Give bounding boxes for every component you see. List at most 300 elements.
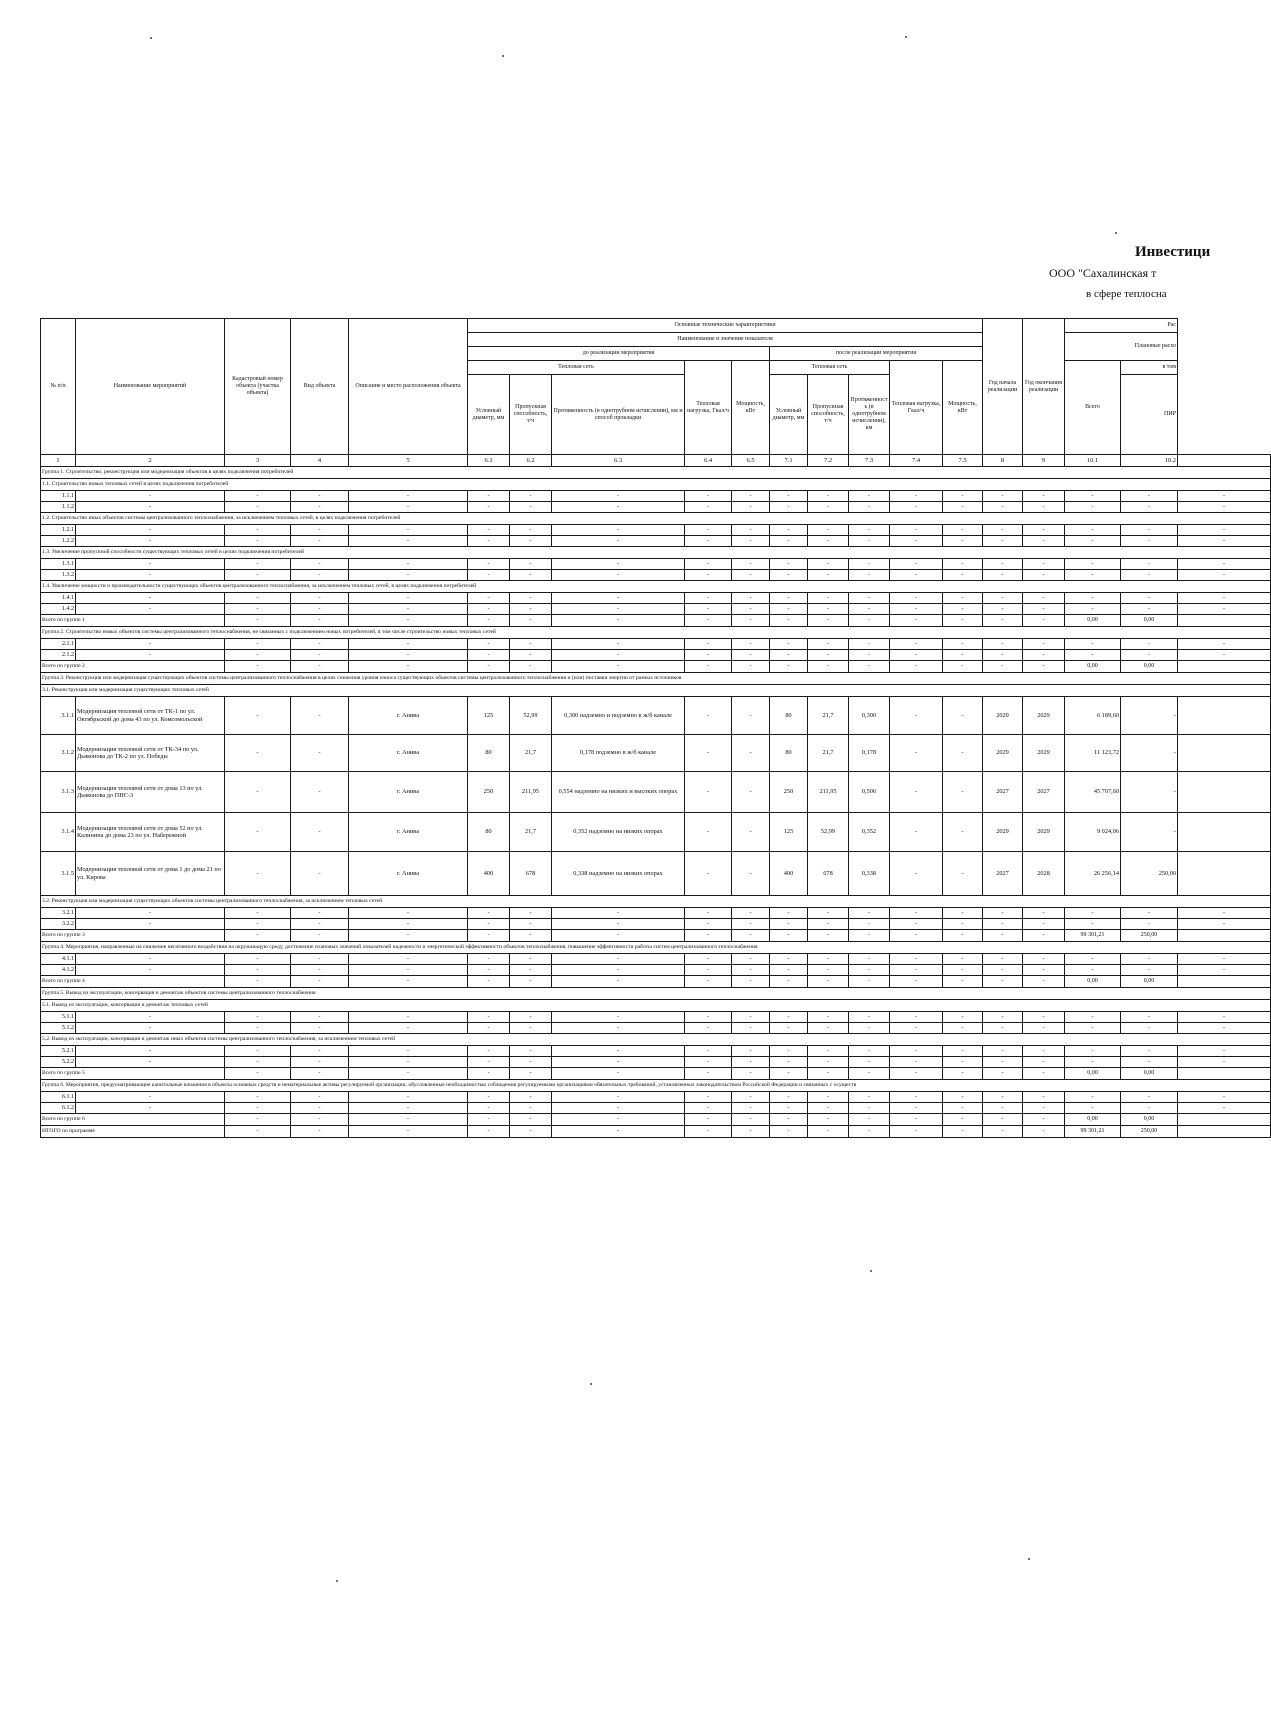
empty-cell: - <box>1178 908 1271 919</box>
empty-cell: - <box>890 502 943 513</box>
empty-cell: - <box>732 965 770 976</box>
empty-cell: - <box>225 1012 291 1023</box>
diameter-before: 80 <box>468 813 510 852</box>
empty-cell: - <box>770 502 808 513</box>
empty-cell: - <box>983 1126 1023 1138</box>
empty-cell: - <box>890 1046 943 1057</box>
total-cost: 11 123,72 <box>1065 735 1121 772</box>
empty-cell: - <box>849 1114 890 1126</box>
empty-cell: - <box>1121 570 1178 581</box>
empty-cell: - <box>468 908 510 919</box>
empty-cell: - <box>225 661 291 673</box>
empty-cell: - <box>1065 1103 1121 1114</box>
object-location: г. Анива <box>349 697 468 735</box>
empty-cell: - <box>225 1103 291 1114</box>
empty-cell: - <box>1065 919 1121 930</box>
empty-cell: - <box>890 1092 943 1103</box>
group-header-row <box>41 627 1271 639</box>
header-capacity-before: Пропускная способность, т/ч <box>510 375 552 455</box>
year-start: 2027 <box>983 772 1023 813</box>
scan-speck <box>150 37 152 39</box>
group-total-row <box>41 976 1271 988</box>
empty-cell: - <box>1121 559 1178 570</box>
empty-cell: - <box>1023 491 1065 502</box>
empty-cell: - <box>291 1046 349 1057</box>
empty-cell: - <box>943 491 983 502</box>
empty-cell: - <box>849 491 890 502</box>
section-header-row <box>41 896 1271 908</box>
project-row <box>41 697 1271 735</box>
empty-cell: - <box>808 954 849 965</box>
empty-cell: - <box>552 491 685 502</box>
empty-cell: - <box>349 1057 468 1068</box>
empty-cell: - <box>685 559 732 570</box>
empty-cell: - <box>1023 1023 1065 1034</box>
blank-cell <box>1178 930 1271 942</box>
project-name: Модернизация тепловой сети от дома 13 по ул. Дьяконова до ПНС-3 <box>76 772 225 813</box>
empty-cell: - <box>349 1023 468 1034</box>
empty-cell: - <box>1023 930 1065 942</box>
row-code: 2.1.2 <box>41 650 76 661</box>
header-cadastral: Кадастровый номер объекта (участка объекта) <box>225 319 291 455</box>
empty-cell: - <box>552 930 685 942</box>
empty-cell: - <box>510 639 552 650</box>
project-code: 3.1.1 <box>41 697 76 735</box>
length-before: 0,338 надземно на низких опорах <box>552 852 685 896</box>
empty-cell: - <box>983 919 1023 930</box>
empty-cell: - <box>468 1068 510 1080</box>
empty-cell: - <box>552 965 685 976</box>
empty-cell: - <box>808 536 849 547</box>
empty-cell: - <box>732 525 770 536</box>
table-row <box>41 604 1271 615</box>
empty-cell: - <box>983 502 1023 513</box>
empty-cell: - <box>685 1012 732 1023</box>
cadastral-number: - <box>225 735 291 772</box>
empty-cell: - <box>983 1114 1023 1126</box>
section-title: 3.2. Реконструкция или модернизация существующих объектов системы централизованного теплоснабжения, за исключением тепловых сетей <box>41 896 1271 908</box>
empty-cell: - <box>349 1114 468 1126</box>
empty-cell: - <box>983 1046 1023 1057</box>
scan-speck <box>336 1580 338 1582</box>
empty-cell: - <box>890 919 943 930</box>
object-location: г. Анива <box>349 813 468 852</box>
empty-cell: - <box>1023 976 1065 988</box>
empty-cell: - <box>468 954 510 965</box>
empty-cell: - <box>225 570 291 581</box>
empty-cell: - <box>732 1103 770 1114</box>
total-label: Всего по группе 6 <box>41 1114 225 1126</box>
header-description: Описание и место расположения объекта <box>349 319 468 455</box>
empty-cell: - <box>225 1057 291 1068</box>
header-year-start: Год начала реализации <box>983 319 1023 455</box>
empty-cell: - <box>349 1068 468 1080</box>
colnum: 6.2 <box>510 455 552 467</box>
power-before: - <box>732 852 770 896</box>
empty-cell: - <box>770 1092 808 1103</box>
empty-cell: - <box>890 615 943 627</box>
empty-cell: - <box>890 650 943 661</box>
empty-cell: - <box>849 1126 890 1138</box>
empty-cell: - <box>732 536 770 547</box>
blank-cell <box>1178 813 1271 852</box>
blank-cell <box>1178 1126 1271 1138</box>
empty-cell: - <box>1065 491 1121 502</box>
investment-program-table <box>40 318 1271 1138</box>
total-cost: 0,00 <box>1065 1114 1121 1126</box>
project-code: 3.1.2 <box>41 735 76 772</box>
empty-cell: - <box>291 491 349 502</box>
empty-cell: - <box>291 650 349 661</box>
colnum: 4 <box>291 455 349 467</box>
section-header-row <box>41 1034 1271 1046</box>
capacity-before: 678 <box>510 852 552 896</box>
empty-cell: - <box>468 536 510 547</box>
empty-cell: - <box>983 1057 1023 1068</box>
empty-cell: - <box>983 639 1023 650</box>
empty-cell: - <box>349 908 468 919</box>
colnum: 10.2 <box>1121 455 1178 467</box>
empty-cell: - <box>685 1046 732 1057</box>
empty-cell: - <box>468 559 510 570</box>
empty-cell: - <box>1121 1103 1178 1114</box>
section-title: 1.4. Увеличение мощности и производительности существующих объектов централизованного теплоснабжения, за исключением тепловых сетей, в целях подключения потребителей <box>41 581 1271 593</box>
empty-cell: - <box>468 1103 510 1114</box>
empty-cell: - <box>510 604 552 615</box>
empty-cell: - <box>849 930 890 942</box>
empty-cell: - <box>510 965 552 976</box>
project-row <box>41 772 1271 813</box>
empty-cell: - <box>349 650 468 661</box>
load-before: - <box>685 772 732 813</box>
empty-cell: - <box>849 1057 890 1068</box>
empty-cell: - <box>468 976 510 988</box>
empty-cell: - <box>468 930 510 942</box>
section-title: Группа 4. Мероприятия, направленные на снижение негативного воздействия на окружающую среду, достижение плановых значений показателей надежности и энергетической эффективности объектов теплоснабжения, повышение эффективности работы систем централизованного теплоснабжения <box>41 942 1271 954</box>
row-code: 1.4.2 <box>41 604 76 615</box>
length-after: 0,506 <box>849 772 890 813</box>
year-start: 2029 <box>983 813 1023 852</box>
colnum: 7.1 <box>770 455 808 467</box>
empty-cell: - <box>225 1092 291 1103</box>
load-after: - <box>890 813 943 852</box>
empty-cell: - <box>890 930 943 942</box>
empty-cell: - <box>1065 502 1121 513</box>
table-row <box>41 1103 1271 1114</box>
empty-cell: - <box>1065 570 1121 581</box>
empty-cell: - <box>510 502 552 513</box>
total-cost: 26 256,14 <box>1065 852 1121 896</box>
empty-cell: - <box>849 965 890 976</box>
total-pir: 250,00 <box>1121 1126 1178 1138</box>
load-after: - <box>890 772 943 813</box>
total-pir: 0,00 <box>1121 1068 1178 1080</box>
row-code: 1.1.1 <box>41 491 76 502</box>
section-title: Группа 3. Реконструкция или модернизация существующих объектов системы централизованного теплоснабжения в целях снижения уровня износа существующих объектов системы централизованного теплоснабжения и (или) поставки энергии от разных источников <box>41 673 1271 685</box>
header-costs: Рас <box>1065 319 1178 333</box>
empty-cell: - <box>1023 604 1065 615</box>
empty-cell: - <box>1121 502 1178 513</box>
empty-cell: - <box>849 536 890 547</box>
empty-cell: - <box>685 525 732 536</box>
empty-cell: - <box>1178 1103 1271 1114</box>
empty-cell: - <box>1121 1023 1178 1034</box>
pir-cost: - <box>1121 735 1178 772</box>
group-header-row <box>41 942 1271 954</box>
empty-cell: - <box>732 639 770 650</box>
empty-cell: - <box>849 570 890 581</box>
empty-cell: - <box>1023 661 1065 673</box>
empty-cell: - <box>943 604 983 615</box>
load-before: - <box>685 813 732 852</box>
capacity-before: 21,7 <box>510 813 552 852</box>
empty-cell: - <box>225 908 291 919</box>
empty-cell: - <box>291 639 349 650</box>
empty-cell: - <box>983 908 1023 919</box>
empty-cell: - <box>943 1103 983 1114</box>
empty-cell: - <box>552 1023 685 1034</box>
empty-cell: - <box>225 491 291 502</box>
empty-cell: - <box>291 615 349 627</box>
empty-cell: - <box>808 1057 849 1068</box>
header-load-after: Тепловая нагрузка, Гкал/ч <box>890 361 943 455</box>
empty-cell: - <box>983 604 1023 615</box>
colnum: 2 <box>76 455 225 467</box>
capacity-after: 21,7 <box>808 697 849 735</box>
empty-cell: - <box>468 639 510 650</box>
colnum: 7.4 <box>890 455 943 467</box>
empty-cell: - <box>510 1046 552 1057</box>
empty-cell: - <box>225 976 291 988</box>
empty-cell: - <box>349 930 468 942</box>
empty-cell: - <box>1178 650 1271 661</box>
empty-cell: - <box>1023 1126 1065 1138</box>
empty-cell: - <box>685 930 732 942</box>
power-before: - <box>732 735 770 772</box>
total-cost: 0,00 <box>1065 976 1121 988</box>
empty-cell: - <box>291 919 349 930</box>
load-after: - <box>890 735 943 772</box>
object-kind: - <box>291 735 349 772</box>
empty-cell: - <box>76 1057 225 1068</box>
empty-cell: - <box>770 615 808 627</box>
power-after: - <box>943 735 983 772</box>
empty-cell: - <box>76 525 225 536</box>
empty-cell: - <box>225 1114 291 1126</box>
empty-cell: - <box>468 650 510 661</box>
length-before: 0,554 надземно на низких и высоких опорах <box>552 772 685 813</box>
empty-cell: - <box>225 930 291 942</box>
project-name: Модернизация тепловой сети от ТК-34 по ул. Дьяконова до ТК-2 по ул. Победы <box>76 735 225 772</box>
empty-cell: - <box>770 570 808 581</box>
cadastral-number: - <box>225 697 291 735</box>
empty-cell: - <box>1121 965 1178 976</box>
empty-cell: - <box>1121 1012 1178 1023</box>
empty-cell: - <box>943 1126 983 1138</box>
empty-cell: - <box>1023 615 1065 627</box>
header-pir: ПИР <box>1121 375 1178 455</box>
empty-cell: - <box>732 615 770 627</box>
empty-cell: - <box>349 615 468 627</box>
empty-cell: - <box>770 536 808 547</box>
section-title: Группа 1. Строительство, реконструкция или модернизация объектов в целях подключения потребителей <box>41 467 1271 479</box>
total-label: ИТОГО по программе <box>41 1126 225 1138</box>
colnum: 3 <box>225 455 291 467</box>
empty-cell: - <box>732 661 770 673</box>
table-row <box>41 908 1271 919</box>
blank-cell <box>1178 1114 1271 1126</box>
empty-cell: - <box>510 661 552 673</box>
row-code: 4.1.2 <box>41 965 76 976</box>
empty-cell: - <box>849 1103 890 1114</box>
table-row <box>41 502 1271 513</box>
group-total-row <box>41 1068 1271 1080</box>
empty-cell: - <box>808 1103 849 1114</box>
empty-cell: - <box>1023 954 1065 965</box>
empty-cell: - <box>291 908 349 919</box>
total-cost: 9 024,06 <box>1065 813 1121 852</box>
empty-cell: - <box>1178 570 1271 581</box>
empty-cell: - <box>808 1068 849 1080</box>
empty-cell: - <box>685 593 732 604</box>
empty-cell: - <box>983 536 1023 547</box>
empty-cell: - <box>849 1068 890 1080</box>
empty-cell: - <box>76 650 225 661</box>
empty-cell: - <box>76 1092 225 1103</box>
empty-cell: - <box>1065 604 1121 615</box>
empty-cell: - <box>349 502 468 513</box>
empty-cell: - <box>983 1103 1023 1114</box>
header-load-before: Тепловая нагрузка, Гкал/ч <box>685 361 732 455</box>
section-title: 1.2. Строительство иных объектов системы централизованного теплоснабжения, за исключением тепловых сетей, в целях подключения потребителей <box>41 513 1271 525</box>
empty-cell: - <box>983 570 1023 581</box>
header-name: Наименование мероприятий <box>76 319 225 455</box>
empty-cell: - <box>890 570 943 581</box>
empty-cell: - <box>890 908 943 919</box>
empty-cell: - <box>1121 1092 1178 1103</box>
empty-cell: - <box>808 930 849 942</box>
organization-name: ООО "Сахалинская т <box>1049 266 1157 280</box>
empty-cell: - <box>808 570 849 581</box>
empty-cell: - <box>808 1126 849 1138</box>
empty-cell: - <box>732 559 770 570</box>
table-row <box>41 1092 1271 1103</box>
diameter-before: 125 <box>468 697 510 735</box>
power-before: - <box>732 813 770 852</box>
empty-cell: - <box>1065 536 1121 547</box>
empty-cell: - <box>983 976 1023 988</box>
empty-cell: - <box>1023 1057 1065 1068</box>
empty-cell: - <box>1121 919 1178 930</box>
row-code: 5.1.2 <box>41 1023 76 1034</box>
project-row <box>41 852 1271 896</box>
length-after: 0,178 <box>849 735 890 772</box>
empty-cell: - <box>732 1092 770 1103</box>
project-code: 3.1.4 <box>41 813 76 852</box>
empty-cell: - <box>468 604 510 615</box>
empty-cell: - <box>1023 502 1065 513</box>
empty-cell: - <box>1121 954 1178 965</box>
empty-cell: - <box>1023 1012 1065 1023</box>
empty-cell: - <box>468 593 510 604</box>
empty-cell: - <box>732 1114 770 1126</box>
empty-cell: - <box>468 919 510 930</box>
empty-cell: - <box>76 502 225 513</box>
total-cost: 6 189,60 <box>1065 697 1121 735</box>
section-title: Группа 5. Вывод из эксплуатации, консервация и демонтаж объектов системы централизованного теплоснабжения <box>41 988 1271 1000</box>
power-before: - <box>732 772 770 813</box>
empty-cell: - <box>808 615 849 627</box>
column-number-row <box>41 455 1271 467</box>
empty-cell: - <box>770 639 808 650</box>
row-code: 1.3.1 <box>41 559 76 570</box>
header-diameter-after: Условный диаметр, мм <box>770 375 808 455</box>
capacity-before: 52,99 <box>510 697 552 735</box>
empty-cell: - <box>983 525 1023 536</box>
year-start: 2027 <box>983 852 1023 896</box>
empty-cell: - <box>943 502 983 513</box>
empty-cell: - <box>510 954 552 965</box>
row-code: 5.1.1 <box>41 1012 76 1023</box>
colnum: 9 <box>1023 455 1065 467</box>
empty-cell: - <box>76 559 225 570</box>
object-kind: - <box>291 813 349 852</box>
empty-cell: - <box>510 1126 552 1138</box>
empty-cell: - <box>1065 1092 1121 1103</box>
empty-cell: - <box>732 502 770 513</box>
empty-cell: - <box>849 661 890 673</box>
empty-cell: - <box>291 536 349 547</box>
empty-cell: - <box>225 536 291 547</box>
empty-cell: - <box>943 525 983 536</box>
section-title: Группа 2. Строительство новых объектов системы централизованного теплоснабжения, не связанных с подключением новых потребителей, в том числе строительство новых тепловых сетей <box>41 627 1271 639</box>
header-plan-costs: Плановые расхо <box>1065 333 1178 361</box>
empty-cell: - <box>1121 908 1178 919</box>
empty-cell: - <box>890 1126 943 1138</box>
empty-cell: - <box>849 604 890 615</box>
empty-cell: - <box>890 1023 943 1034</box>
empty-cell: - <box>1121 650 1178 661</box>
cadastral-number: - <box>225 813 291 852</box>
table-row <box>41 965 1271 976</box>
empty-cell: - <box>225 919 291 930</box>
empty-cell: - <box>1023 1103 1065 1114</box>
table-row <box>41 1046 1271 1057</box>
empty-cell: - <box>225 1068 291 1080</box>
empty-cell: - <box>1121 593 1178 604</box>
project-code: 3.1.3 <box>41 772 76 813</box>
load-before: - <box>685 735 732 772</box>
empty-cell: - <box>76 491 225 502</box>
empty-cell: - <box>291 1126 349 1138</box>
empty-cell: - <box>552 536 685 547</box>
empty-cell: - <box>291 976 349 988</box>
row-code: 3.2.2 <box>41 919 76 930</box>
empty-cell: - <box>468 965 510 976</box>
empty-cell: - <box>732 954 770 965</box>
empty-cell: - <box>770 1068 808 1080</box>
empty-cell: - <box>943 1023 983 1034</box>
empty-cell: - <box>943 976 983 988</box>
empty-cell: - <box>510 559 552 570</box>
year-start: 2029 <box>983 735 1023 772</box>
empty-cell: - <box>1065 593 1121 604</box>
empty-cell: - <box>983 965 1023 976</box>
table-row <box>41 536 1271 547</box>
project-code: 3.1.5 <box>41 852 76 896</box>
empty-cell: - <box>983 1023 1023 1034</box>
length-after: 0,352 <box>849 813 890 852</box>
